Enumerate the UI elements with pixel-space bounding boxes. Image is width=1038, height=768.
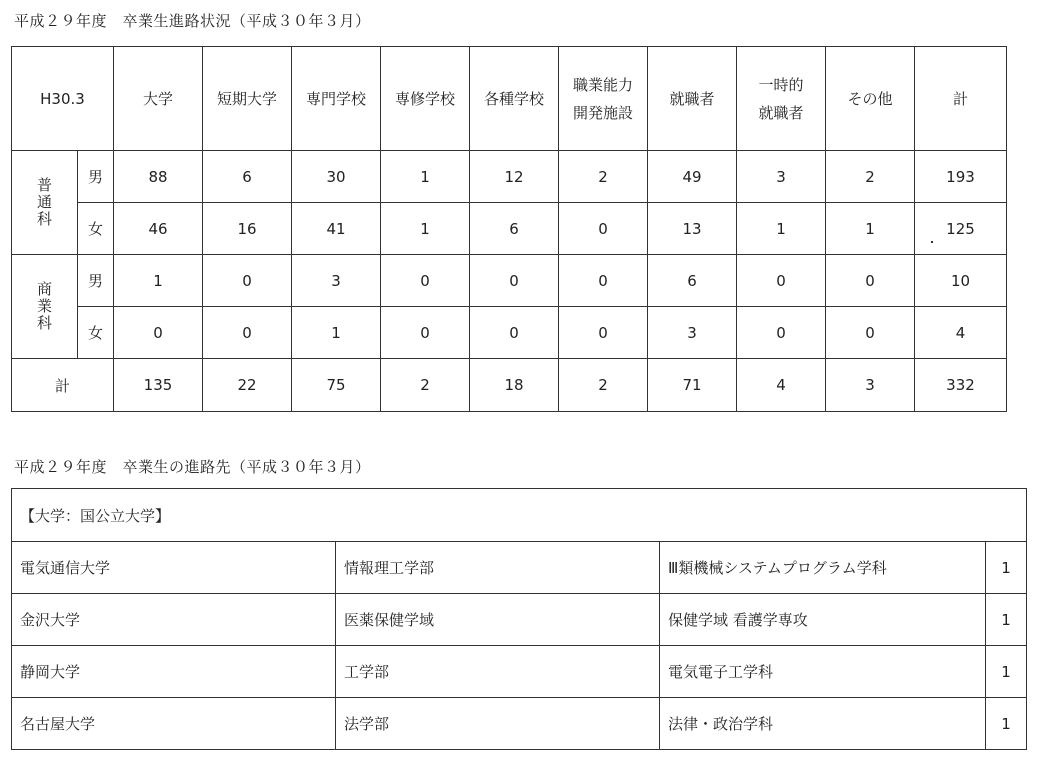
university-cell: 金沢大学	[12, 594, 336, 646]
university-cell: 静岡大学	[12, 646, 336, 698]
column-header-line1: 専修学校	[394, 89, 455, 108]
count-cell: 1	[986, 698, 1027, 750]
university-cell: 名古屋大学	[12, 698, 336, 750]
table-row	[12, 151, 1007, 203]
value-cell: 1	[381, 151, 470, 203]
value-cell: 0	[203, 255, 292, 307]
table-row	[12, 255, 1007, 307]
column-header-line1: 就職者	[669, 89, 715, 108]
row-total-cell: 125	[915, 203, 1007, 255]
value-cell: 88	[114, 151, 203, 203]
column-header-line1: その他	[847, 89, 893, 108]
gender-cell: 男	[78, 255, 114, 307]
faculty-cell: 医薬保健学域	[336, 594, 660, 646]
faculty-cell: 工学部	[336, 646, 660, 698]
gender-cell: 男	[78, 151, 114, 203]
value-cell: 1	[114, 255, 203, 307]
value-cell: 0	[381, 255, 470, 307]
total-value-cell: 3	[826, 359, 915, 412]
faculty-cell: 法学部	[336, 698, 660, 750]
column-header-line1: 大学	[142, 89, 173, 108]
value-cell: 6	[648, 255, 737, 307]
graduate-status-table	[11, 46, 1007, 412]
course-label-commerce	[12, 255, 78, 359]
value-cell: 6	[470, 203, 559, 255]
value-cell: 30	[292, 151, 381, 203]
gender-cell: 女	[78, 307, 114, 359]
value-cell: 0	[826, 307, 915, 359]
course-label-text: 商業科	[36, 279, 52, 333]
category-row	[12, 489, 1027, 542]
destination-section-title: 平成２９年度 卒業生の進路先（平成３０年３月）	[14, 458, 371, 476]
value-cell: 1	[292, 307, 381, 359]
total-row	[12, 359, 1007, 412]
value-cell: 46	[114, 203, 203, 255]
value-cell: 0	[470, 255, 559, 307]
value-cell: 1	[737, 203, 826, 255]
column-header-university	[114, 47, 203, 151]
department-cell: 保健学域 看護学専攻	[660, 594, 986, 646]
row-total-cell: 10	[915, 255, 1007, 307]
row-total-cell: 193	[915, 151, 1007, 203]
column-header-line1: 各種学校	[483, 89, 544, 108]
total-value-cell: 75	[292, 359, 381, 412]
total-value-cell: 2	[559, 359, 648, 412]
count-cell: 1	[986, 646, 1027, 698]
value-cell: 0	[114, 307, 203, 359]
value-cell: 0	[737, 307, 826, 359]
total-value-cell: 4	[737, 359, 826, 412]
total-value-cell: 22	[203, 359, 292, 412]
column-header-line1: 計	[952, 89, 968, 108]
total-value-cell: 2	[381, 359, 470, 412]
count-cell: 1	[986, 594, 1027, 646]
column-header-specialized-school	[381, 47, 470, 151]
value-cell: 6	[203, 151, 292, 203]
column-header-line1: 職業能力	[572, 75, 633, 94]
value-cell: 0	[381, 307, 470, 359]
stray-dot	[931, 241, 933, 243]
value-cell: 0	[203, 307, 292, 359]
value-cell: 13	[648, 203, 737, 255]
table-header-row	[12, 47, 1007, 151]
column-header-line2: 開発施設	[572, 103, 633, 122]
column-header-vocational-training	[559, 47, 648, 151]
column-header-line2: 就職者	[758, 103, 804, 122]
table-row	[12, 646, 1027, 698]
column-header-line1: 一時的	[758, 75, 804, 94]
column-header-miscellaneous-school	[470, 47, 559, 151]
value-cell: 0	[737, 255, 826, 307]
table-row	[12, 698, 1027, 750]
status-section-title: 平成２９年度 卒業生進路状況（平成３０年３月）	[14, 12, 371, 30]
value-cell: 3	[737, 151, 826, 203]
corner-header-cell: H30.3	[12, 47, 114, 151]
course-label-text: 普通科	[36, 175, 52, 229]
value-cell: 2	[559, 151, 648, 203]
total-value-cell: 71	[648, 359, 737, 412]
value-cell: 0	[826, 255, 915, 307]
table-row	[12, 307, 1007, 359]
column-header-temporary-employed	[737, 47, 826, 151]
column-header-junior-college	[203, 47, 292, 151]
column-header-line1: 専門学校	[305, 89, 366, 108]
column-header-line1: 短期大学	[216, 89, 277, 108]
value-cell: 0	[559, 307, 648, 359]
university-cell: 電気通信大学	[12, 542, 336, 594]
table-row	[12, 203, 1007, 255]
value-cell: 0	[470, 307, 559, 359]
gender-cell: 女	[78, 203, 114, 255]
table-row	[12, 542, 1027, 594]
value-cell: 41	[292, 203, 381, 255]
faculty-cell: 情報理工学部	[336, 542, 660, 594]
value-cell: 3	[648, 307, 737, 359]
column-header-vocational-school	[292, 47, 381, 151]
table-row	[12, 594, 1027, 646]
column-header-employed	[648, 47, 737, 151]
value-cell: 0	[559, 203, 648, 255]
row-total-cell: 4	[915, 307, 1007, 359]
value-cell: 2	[826, 151, 915, 203]
value-cell: 16	[203, 203, 292, 255]
total-label-cell: 計	[12, 359, 114, 412]
graduate-destination-table	[11, 488, 1027, 750]
value-cell: 1	[826, 203, 915, 255]
department-cell: 電気電子工学科	[660, 646, 986, 698]
department-cell: 法律・政治学科	[660, 698, 986, 750]
department-cell: Ⅲ類機械システムプログラム学科	[660, 542, 986, 594]
value-cell: 0	[559, 255, 648, 307]
count-cell: 1	[986, 542, 1027, 594]
total-value-cell: 135	[114, 359, 203, 412]
total-value-cell: 18	[470, 359, 559, 412]
category-label: 【大学：国公立大学】	[12, 489, 1027, 542]
value-cell: 49	[648, 151, 737, 203]
value-cell: 12	[470, 151, 559, 203]
column-header-other	[826, 47, 915, 151]
grand-total-cell: 332	[915, 359, 1007, 412]
column-header-total	[915, 47, 1007, 151]
course-label-general	[12, 151, 78, 255]
value-cell: 1	[381, 203, 470, 255]
value-cell: 3	[292, 255, 381, 307]
